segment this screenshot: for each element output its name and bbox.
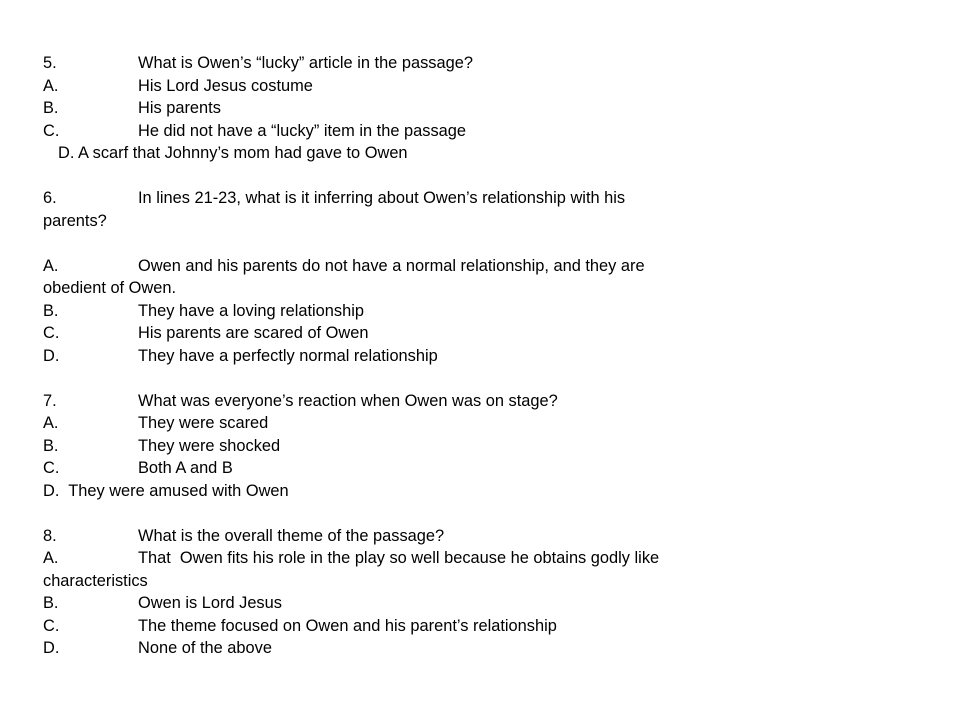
option-text: They were scared xyxy=(138,414,269,432)
option-text: characteristics xyxy=(43,571,148,590)
question-8-option-a xyxy=(43,547,923,570)
option-text: His Lord Jesus costume xyxy=(138,76,313,95)
question-5-option-c xyxy=(43,120,923,143)
question-5-prompt xyxy=(43,52,923,75)
question-8-option-d xyxy=(43,637,923,660)
option-text: His parents xyxy=(138,99,221,117)
option-text: They were shocked xyxy=(138,436,281,455)
question-5-option-b xyxy=(43,97,923,120)
option-letter: B. xyxy=(43,99,59,117)
question-7-option-a xyxy=(43,412,923,435)
spacer xyxy=(43,232,923,255)
question-7-option-d xyxy=(43,480,923,503)
question-8-prompt xyxy=(43,525,923,548)
question-8-option-c xyxy=(43,615,923,638)
option-letter: A. xyxy=(43,256,59,275)
question-text: What is Owen’s “lucky” article in the passage? xyxy=(138,54,473,72)
question-6-option-b xyxy=(43,300,923,323)
question-6-option-d xyxy=(43,345,923,368)
option-letter: C. xyxy=(43,121,60,140)
question-number: 6. xyxy=(43,189,57,207)
spacer xyxy=(43,165,923,188)
option-letter: B. xyxy=(43,594,59,612)
option-text: The theme focused on Owen and his parent’s relationship xyxy=(138,616,557,635)
option-letter: B. xyxy=(43,436,59,455)
question-6-option-a xyxy=(43,255,923,278)
option-text: He did not have a “lucky” item in the passage xyxy=(138,121,466,140)
question-number: 8. xyxy=(43,526,57,545)
question-text: parents? xyxy=(43,211,107,230)
question-7-option-c xyxy=(43,457,923,480)
question-text: What was everyone’s reaction when Owen was on stage? xyxy=(138,391,558,410)
question-7-prompt xyxy=(43,390,923,413)
question-7-option-b xyxy=(43,435,923,458)
question-5-option-a xyxy=(43,75,923,98)
option-text: D. A scarf that Johnny’s mom had gave to Owen xyxy=(58,144,408,162)
question-number: 5. xyxy=(43,54,57,72)
question-6-prompt xyxy=(43,187,923,210)
option-text: obedient of Owen. xyxy=(43,279,177,297)
option-text: They have a loving relationship xyxy=(138,301,364,320)
question-6-option-c xyxy=(43,322,923,345)
question-8-option-a-continued xyxy=(43,570,923,593)
spacer xyxy=(43,367,923,390)
option-letter: A. xyxy=(43,414,59,432)
option-text: Both A and B xyxy=(138,459,233,477)
option-text: Owen is Lord Jesus xyxy=(138,594,282,612)
quiz-document xyxy=(43,52,923,660)
option-letter: D. xyxy=(43,346,60,365)
option-text: That Owen fits his role in the play so well because he obtains godly like xyxy=(138,549,660,567)
spacer xyxy=(43,502,923,525)
option-letter: A. xyxy=(43,76,59,95)
question-5-option-d xyxy=(43,142,923,165)
option-letter: A. xyxy=(43,549,59,567)
option-text: They have a perfectly normal relationship xyxy=(138,346,438,365)
option-letter: D. xyxy=(43,639,60,657)
option-letter: C. xyxy=(43,616,60,635)
option-letter: C. xyxy=(43,459,60,477)
option-text: Owen and his parents do not have a normal relationship, and they are xyxy=(138,256,645,275)
question-6-prompt-continued xyxy=(43,210,923,233)
option-text: None of the above xyxy=(138,639,272,657)
option-text: D. They were amused with Owen xyxy=(43,481,289,500)
option-letter: C. xyxy=(43,324,60,342)
question-6-option-a-continued xyxy=(43,277,923,300)
question-8-option-b xyxy=(43,592,923,615)
question-text: In lines 21-23, what is it inferring about Owen’s relationship with his xyxy=(138,189,626,207)
option-letter: B. xyxy=(43,301,59,320)
question-text: What is the overall theme of the passage? xyxy=(138,526,445,545)
option-text: His parents are scared of Owen xyxy=(138,324,369,342)
question-number: 7. xyxy=(43,391,57,410)
